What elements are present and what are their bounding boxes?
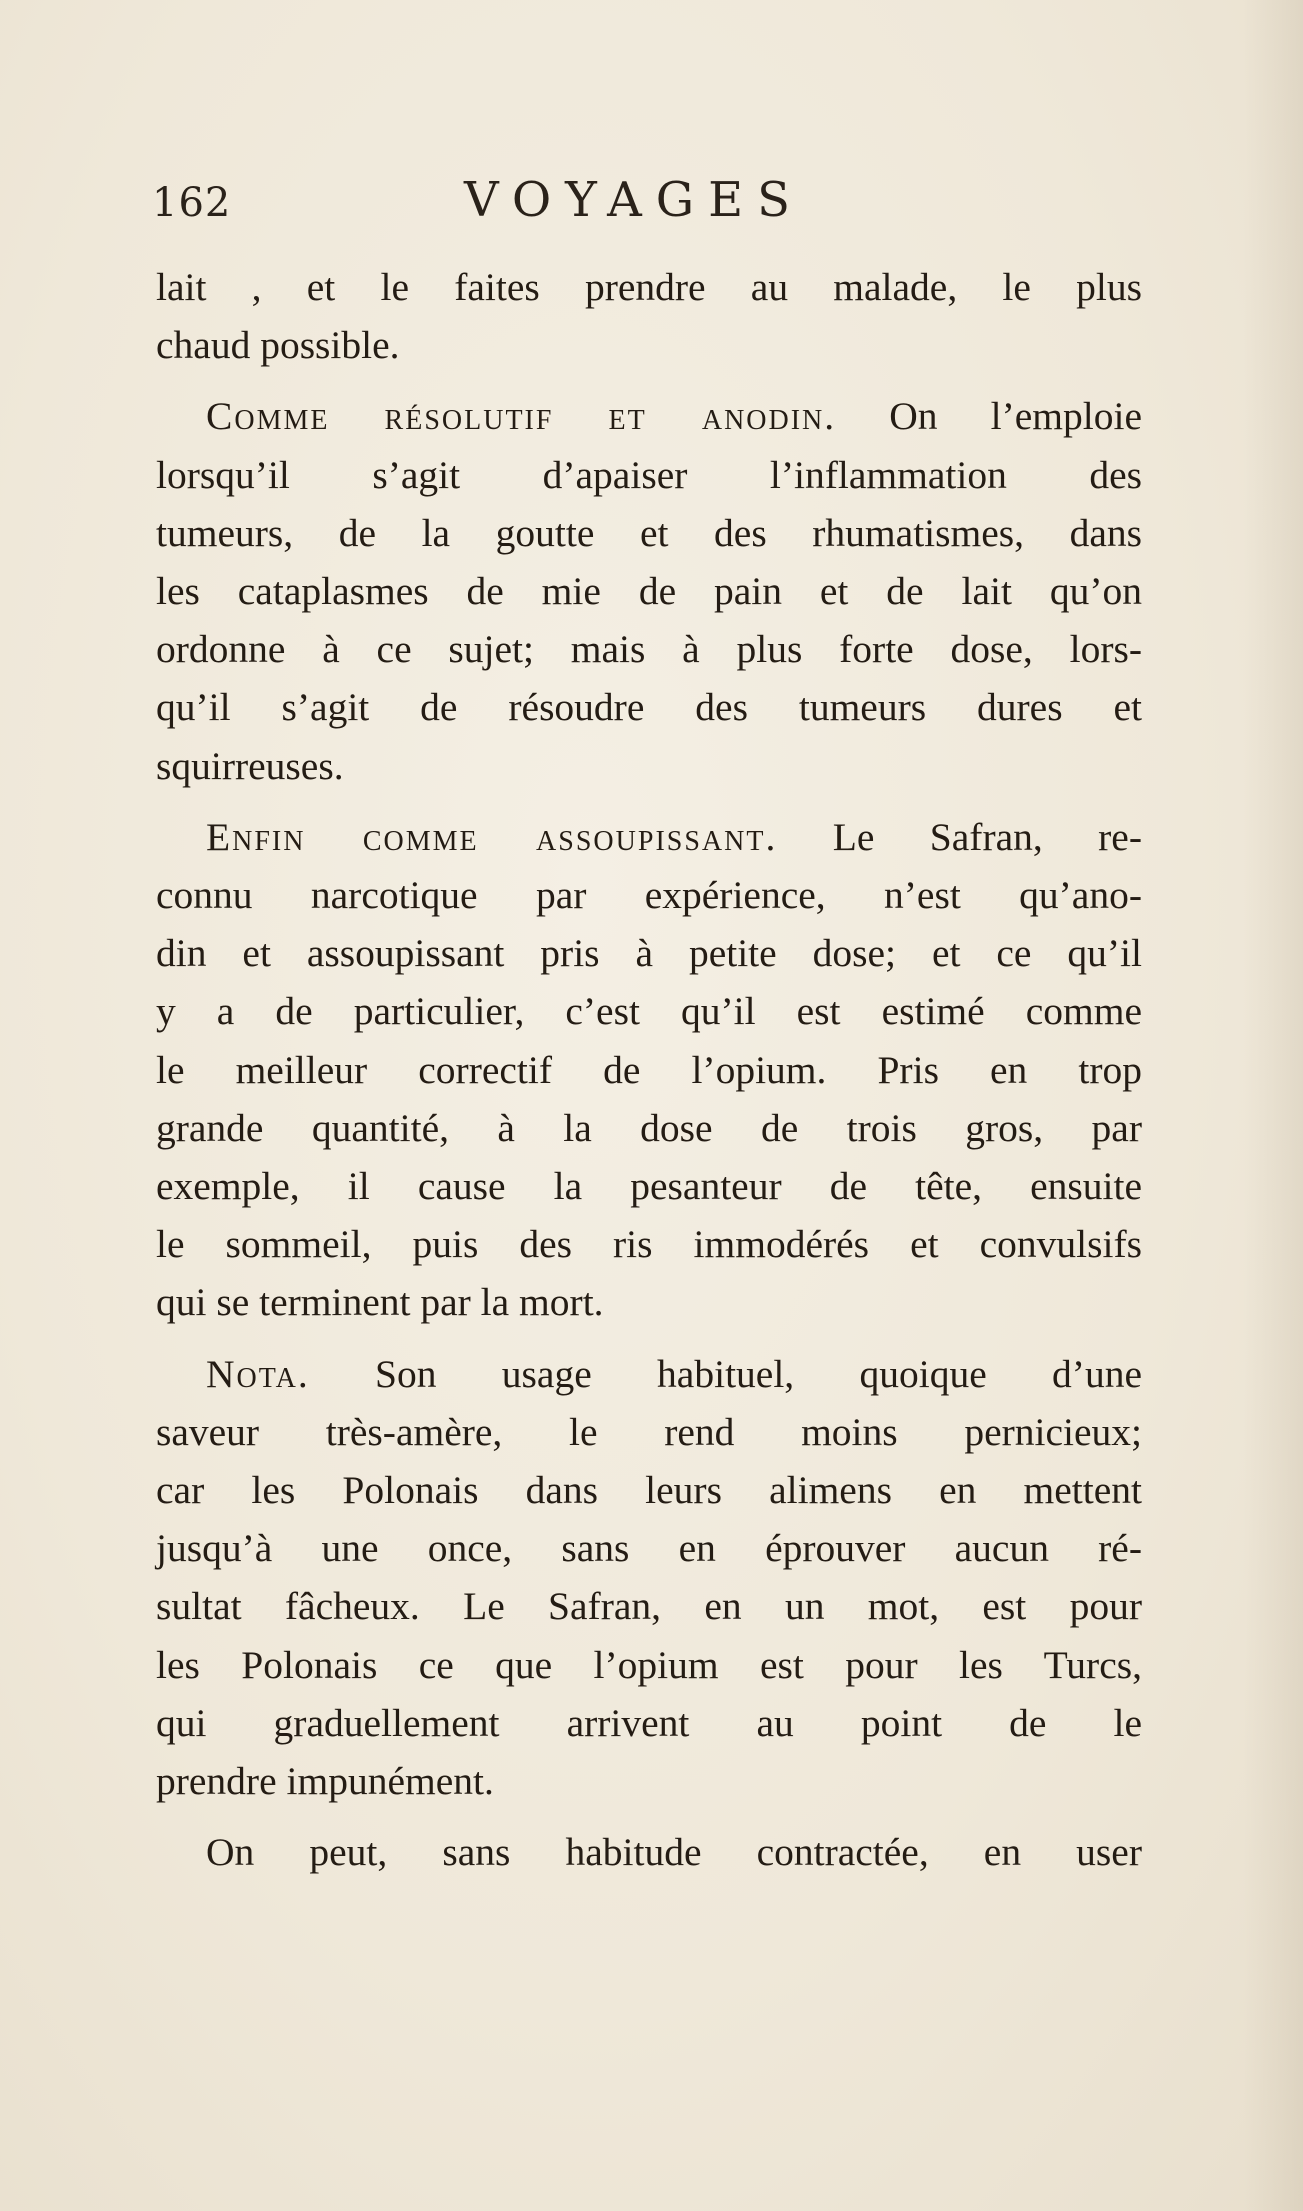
text-line: qui se terminent par la mort. [156,1280,604,1325]
page-header [152,168,1152,238]
text-line: le meilleur correctif de l’opium. Pris en trop [156,1047,1142,1092]
text-line: exemple, il cause la pesanteur de tête, ensuite [156,1164,1142,1209]
page-number: 162 [152,180,232,226]
page-spine-shadow [1243,0,1303,2211]
section-heading: Enfin comme assoupissant. [206,814,778,859]
text-line: lorsqu’il s’agit d’apaiser l’inflammation des [156,452,1142,497]
section-heading: Comme résolutif et anodin. [206,394,837,439]
text-fragment: On l’emploie [836,394,1142,439]
text-line: squirreuses. [156,743,344,788]
text-line [156,808,1142,866]
paragraph-nota [156,1345,1142,1811]
text-line: grande quantité, à la dose de trois gros, par [156,1105,1142,1150]
text-line: qu’il s’agit de résoudre des tumeurs dures et [156,685,1142,730]
section-heading: Nota. [206,1351,310,1396]
body-text [156,258,1142,1894]
text-line [156,1345,1142,1403]
paragraph-continuation [156,258,1142,374]
text-line: din et assoupissant pris à petite dose; et ce qu’il [156,931,1142,976]
text-line: tumeurs, de la goutte et des rhumatismes, dans [156,510,1142,555]
text-line: On peut, sans habitude contractée, en user [206,1830,1142,1875]
text-line: les Polonais ce que l’opium est pour les Turcs, [156,1642,1142,1687]
text-line: lait , et le faites prendre au malade, le plus [156,265,1142,309]
text-line: le sommeil, puis des ris immodérés et convulsifs [156,1222,1142,1267]
text-fragment: Le Safran, re- [777,814,1142,859]
text-line: connu narcotique par expérience, n’est qu’ano- [156,873,1142,918]
text-line: car les Polonais dans leurs alimens en mettent [156,1468,1142,1513]
paragraph-on-peut [156,1823,1142,1881]
text-line: chaud possible. [156,323,400,368]
text-line: les cataplasmes de mie de pain et de lait qu’on [156,569,1142,614]
text-line: saveur très-amère, le rend moins pernicieux; [156,1409,1142,1454]
text-line: jusqu’à une once, sans en éprouver aucun ré- [156,1526,1142,1571]
text-line [156,387,1142,445]
running-title: VOYAGES [464,172,805,228]
text-fragment: Son usage habituel, quoique d’une [309,1351,1142,1396]
text-line: ordonne à ce sujet; mais à plus forte dose, lors- [156,627,1142,672]
text-line: sultat fâcheux. Le Safran, en un mot, est pour [156,1584,1142,1629]
text-line: y a de particulier, c’est qu’il est estimé comme [156,989,1142,1034]
paragraph-assoupissant [156,808,1142,1332]
paragraph-resolutif [156,387,1142,794]
text-line: prendre impunément. [156,1759,494,1804]
text-line: qui graduellement arrivent au point de le [156,1700,1142,1745]
